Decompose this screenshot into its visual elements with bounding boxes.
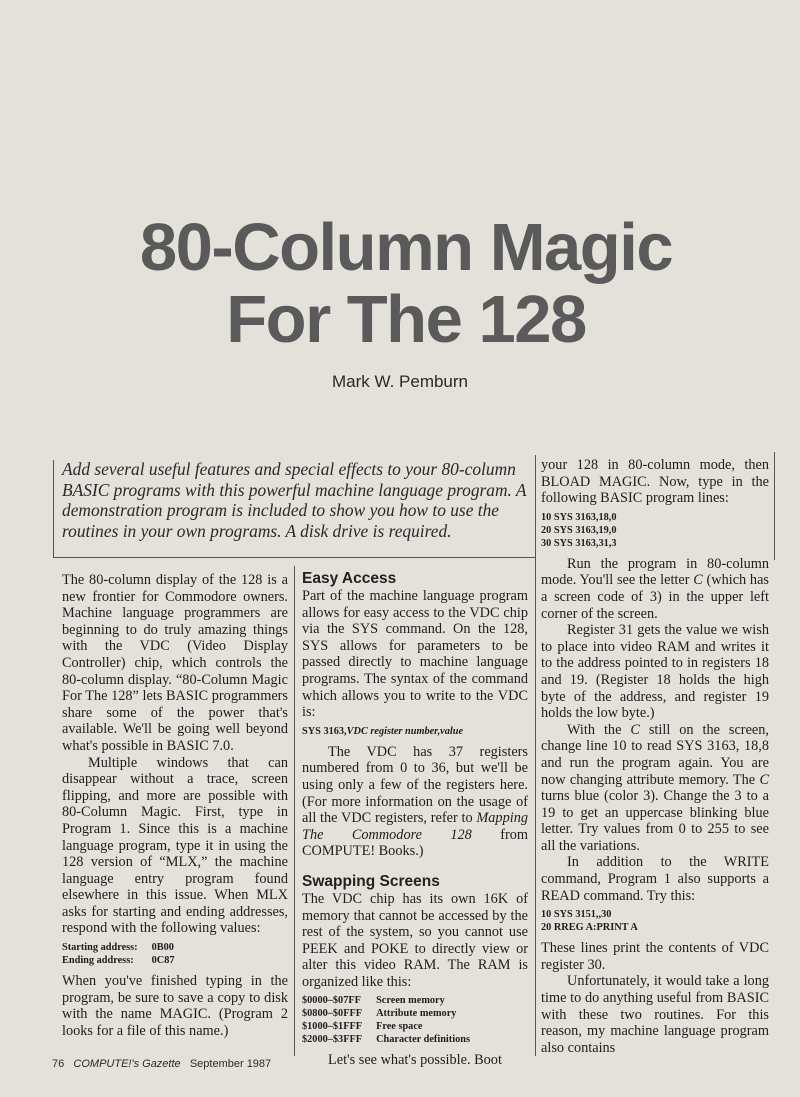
col1-paragraph-1: The 80-column display of the 128 is a new frontier for Commodore owners. Machine language programmers are beginning to do truly amazing things with the VDC (Video Display Controller) chip, which controls the 80-column display. “80-Column Magic For The 128” lets BASIC programmers share some of the power that's available. We'll be going well beyond what's possible in BASIC 7.0.	[62, 572, 288, 754]
memory-row	[302, 1033, 484, 1046]
memory-row	[302, 994, 484, 1007]
col2-paragraph-1: Part of the machine language program allows for easy access to the VDC chip via the SYS command. On the 128, SYS allows for parameters to be passed directly to machine language programs. The syntax of the command which allows you to write to the VDC is:	[302, 588, 528, 721]
memory-row	[302, 1020, 484, 1033]
article-title	[0, 212, 800, 356]
memory-use: Screen memory	[376, 995, 445, 1007]
memory-use: Free space	[376, 1021, 423, 1033]
page-number: 76	[52, 1058, 65, 1070]
address-value: 0B00	[151, 942, 174, 954]
col2-paragraph-2	[302, 744, 528, 860]
memory-row	[302, 1007, 484, 1020]
code-line: 10 SYS 3151,,30	[541, 909, 612, 921]
text-run: Run the program in 80-column mode. You'll see the letter	[541, 555, 769, 589]
text-run: from COMPUTE! Books.)	[302, 826, 528, 860]
article-deck: Add several useful features and special effects to your 80-column BASIC programs with this powerful machine language program. A demonstration program is included to show you how to use the routines in your own programs. A disk drive is required.	[62, 459, 527, 541]
col1-paragraph-3: When you've finished typing in the program, be sure to save a copy to disk with the name MAGIC. (Program 2 looks for a file of this name.)	[62, 973, 288, 1039]
memory-use: Attribute memory	[376, 1008, 457, 1020]
deck-rule-bottom	[53, 557, 536, 558]
code-listing-1	[541, 511, 769, 550]
col3-paragraph-6: These lines print the contents of VDC register 30.	[541, 940, 769, 973]
col3-paragraph-2	[541, 556, 769, 622]
address-list	[62, 941, 189, 967]
col3-paragraph-7: Unfortunately, it would take a long time to do anything useful from BASIC with these two routines. For this reason, my machine language program also contains	[541, 973, 769, 1056]
text-run: With the	[567, 721, 631, 738]
text-run: (which has a screen code of 3) in the upper left corner of the screen.	[541, 572, 769, 622]
col1-paragraph-2: Multiple windows that can disappear without a trace, screen flipping, and more are possible with 80-Column Magic. First, type in Program 1. Since this is a machine language program, type it in using the 128 version of “MLX,” the machine language entry program found elsewhere in this issue. When MLX asks for starting and ending addresses, respond with the following values:	[62, 754, 288, 937]
column-rule-2	[535, 455, 536, 1056]
address-label: Starting address:	[62, 942, 138, 954]
magazine-name: COMPUTE!'s Gazette	[73, 1058, 181, 1070]
memory-map	[302, 994, 484, 1046]
address-label: Ending address:	[62, 955, 134, 967]
author-byline: Mark W. Pemburn	[331, 372, 469, 391]
col2-paragraph-3: The VDC chip has its own 16K of memory that cannot be accessed by the rest of the system, so you cannot use PEEK and POKE to directly view or alter this video RAM. The RAM is organized like this:	[302, 890, 528, 990]
letter-c: C	[693, 572, 703, 589]
heading-easy-access: Easy Access	[302, 570, 397, 587]
syntax-params: VDC register number,value	[346, 725, 464, 737]
address-row	[62, 941, 189, 954]
letter-c: C	[759, 771, 769, 788]
letter-c: C	[630, 721, 640, 738]
title-line-2: For The 128	[226, 282, 586, 357]
address-row	[62, 954, 189, 967]
book-title: Mapping The Commodore 128	[302, 810, 528, 843]
col3-paragraph-4	[541, 722, 769, 855]
code-listing-2	[541, 908, 769, 934]
sys-syntax	[302, 725, 528, 738]
address-value: 0C87	[151, 955, 175, 967]
col3-paragraph-1: your 128 in 80-column mode, then BLOAD MAGIC. Now, type in the following BASIC program lines:	[541, 457, 769, 507]
memory-range: $1000–$1FFF	[302, 1021, 363, 1033]
syntax-command: SYS 3163,	[302, 725, 347, 737]
code-line: 20 RREG A:PRINT A	[541, 922, 638, 934]
column-1	[62, 572, 288, 1039]
col3-paragraph-5: In addition to the WRITE command, Program 1 also supports a READ command. Try this:	[541, 854, 769, 904]
column-2	[302, 567, 528, 1069]
text-run: The VDC has 37 registers numbered from 0 to 36, but we'll be using only a few of the registers here. (For more information on the usage of all the VDC registers, refer to	[302, 743, 528, 827]
memory-use: Character definitions	[376, 1034, 470, 1046]
text-run: turns blue (color 3). Change the 3 to a 19 to get an uppercase blinking blue letter. Try values from 0 to 255 to see all the variations.	[541, 788, 769, 854]
memory-range: $2000–$3FFF	[302, 1034, 363, 1046]
column-rule-1	[294, 566, 295, 1056]
heading-swapping-screens: Swapping Screens	[302, 872, 440, 890]
code-line: 20 SYS 3163,19,0	[541, 524, 617, 536]
col3-paragraph-3: Register 31 gets the value we wish to place into video RAM and writes it to the address pointed to in registers 18 and 19. (Register 18 holds the high byte of the address, and register 19 holds the low byte.)	[541, 622, 769, 722]
column-rule-right	[774, 452, 775, 560]
code-line: 30 SYS 3163,31,3	[541, 537, 617, 549]
column-3	[541, 457, 769, 1056]
title-line-1: 80-Column Magic	[139, 210, 673, 285]
code-line: 10 SYS 3163,18,0	[541, 511, 617, 523]
page-footer	[52, 1058, 271, 1070]
text-run: still on the screen, change line 10 to read SYS 3163, 18,8 and run the program again. You are now changing attribute memory. The	[541, 721, 769, 788]
issue-date: September 1987	[189, 1058, 272, 1070]
memory-range: $0800–$0FFF	[302, 1008, 363, 1020]
deck-rule-left	[53, 460, 54, 558]
memory-range: $0000–$07FF	[302, 995, 361, 1007]
col2-paragraph-4: Let's see what's possible. Boot	[328, 1052, 502, 1069]
